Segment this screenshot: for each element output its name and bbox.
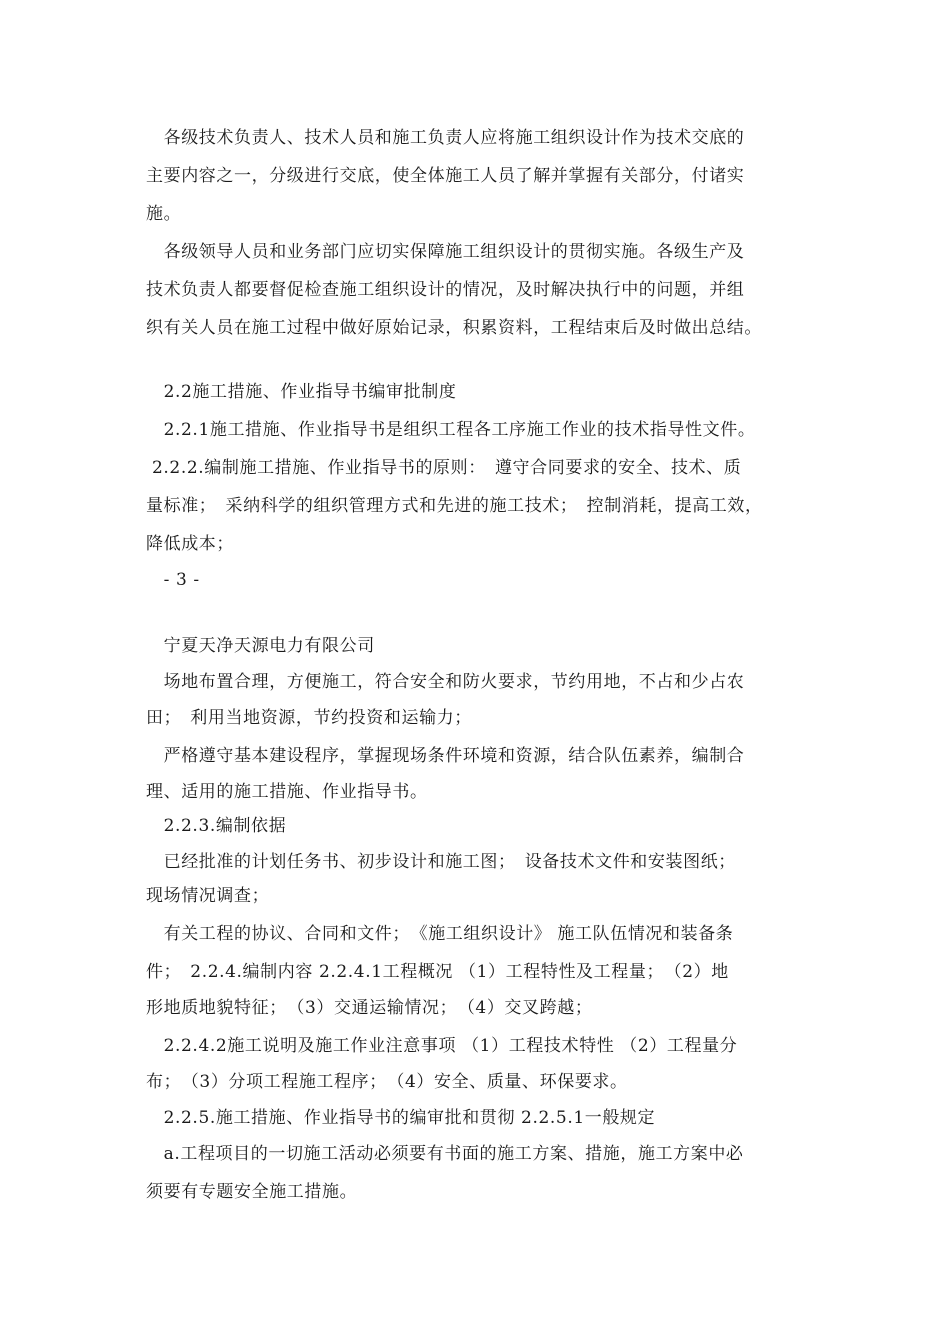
page-number: - 3 - <box>146 570 200 590</box>
text-line: 2.2.2.编制施工措施、作业指导书的原则： 遵守合同要求的安全、技术、质 <box>146 458 742 478</box>
text-line: 已经批准的计划任务书、初步设计和施工图； 设备技术文件和安装图纸； <box>146 852 736 872</box>
text-line: 理、适用的施工措施、作业指导书。 <box>146 782 428 802</box>
text-line: 现场情况调查； <box>146 886 270 906</box>
text-line: 技术负责人都要督促检查施工组织设计的情况，及时解决执行中的问题，并组 <box>146 280 745 300</box>
text-line: 场地布置合理，方便施工，符合安全和防火要求，节约用地，不占和少占农 <box>146 672 745 692</box>
text-line: 有关工程的协议、合同和文件； 《施工组织设计》 施工队伍情况和装备条 <box>146 924 734 944</box>
company-header: 宁夏天净天源电力有限公司 <box>146 636 375 656</box>
section-heading: 2.2.3.编制依据 <box>146 816 287 836</box>
text-line: 各级技术负责人、技术人员和施工负责人应将施工组织设计作为技术交底的 <box>146 128 745 148</box>
text-line: 施。 <box>146 204 182 224</box>
text-line: 各级领导人员和业务部门应切实保障施工组织设计的贯彻实施。各级生产及 <box>146 242 745 262</box>
text-line: 2.2.1施工措施、作业指导书是组织工程各工序施工作业的技术指导性文件。 <box>146 420 756 440</box>
text-line: a.工程项目的一切施工活动必须要有书面的施工方案、措施，施工方案中必 <box>146 1144 744 1164</box>
text-line: 田； 利用当地资源，节约投资和运输力； <box>146 708 472 728</box>
text-line: 须要有专题安全施工措施。 <box>146 1182 358 1202</box>
text-line: 主要内容之一，分级进行交底，使全体施工人员了解并掌握有关部分，付诸实 <box>146 166 745 186</box>
text-line: 织有关人员在施工过程中做好原始记录，积累资料，工程结束后及时做出总结。 <box>146 318 762 338</box>
text-line: 件； 2.2.4.编制内容 2.2.4.1工程概况 （1）工程特性及工程量； （2）地 <box>146 962 729 982</box>
text-line: 形地质地貌特征； （3）交通运输情况； （4）交叉跨越； <box>146 998 593 1018</box>
text-line: 布； （3）分项工程施工程序； （4）安全、质量、环保要求。 <box>146 1072 628 1092</box>
text-line: 量标准； 采纳科学的组织管理方式和先进的施工技术； 控制消耗，提高工效， <box>146 496 763 516</box>
section-heading: 2.2.5.施工措施、作业指导书的编审批和贯彻 2.2.5.1一般规定 <box>146 1108 656 1128</box>
section-heading: 2.2施工措施、作业指导书编审批制度 <box>146 382 457 402</box>
text-line: 降低成本； <box>146 534 234 554</box>
text-line: 2.2.4.2施工说明及施工作业注意事项 （1）工程技术特性 （2）工程量分 <box>146 1036 738 1056</box>
text-line: 严格遵守基本建设程序，掌握现场条件环境和资源，结合队伍素养，编制合 <box>146 746 745 766</box>
